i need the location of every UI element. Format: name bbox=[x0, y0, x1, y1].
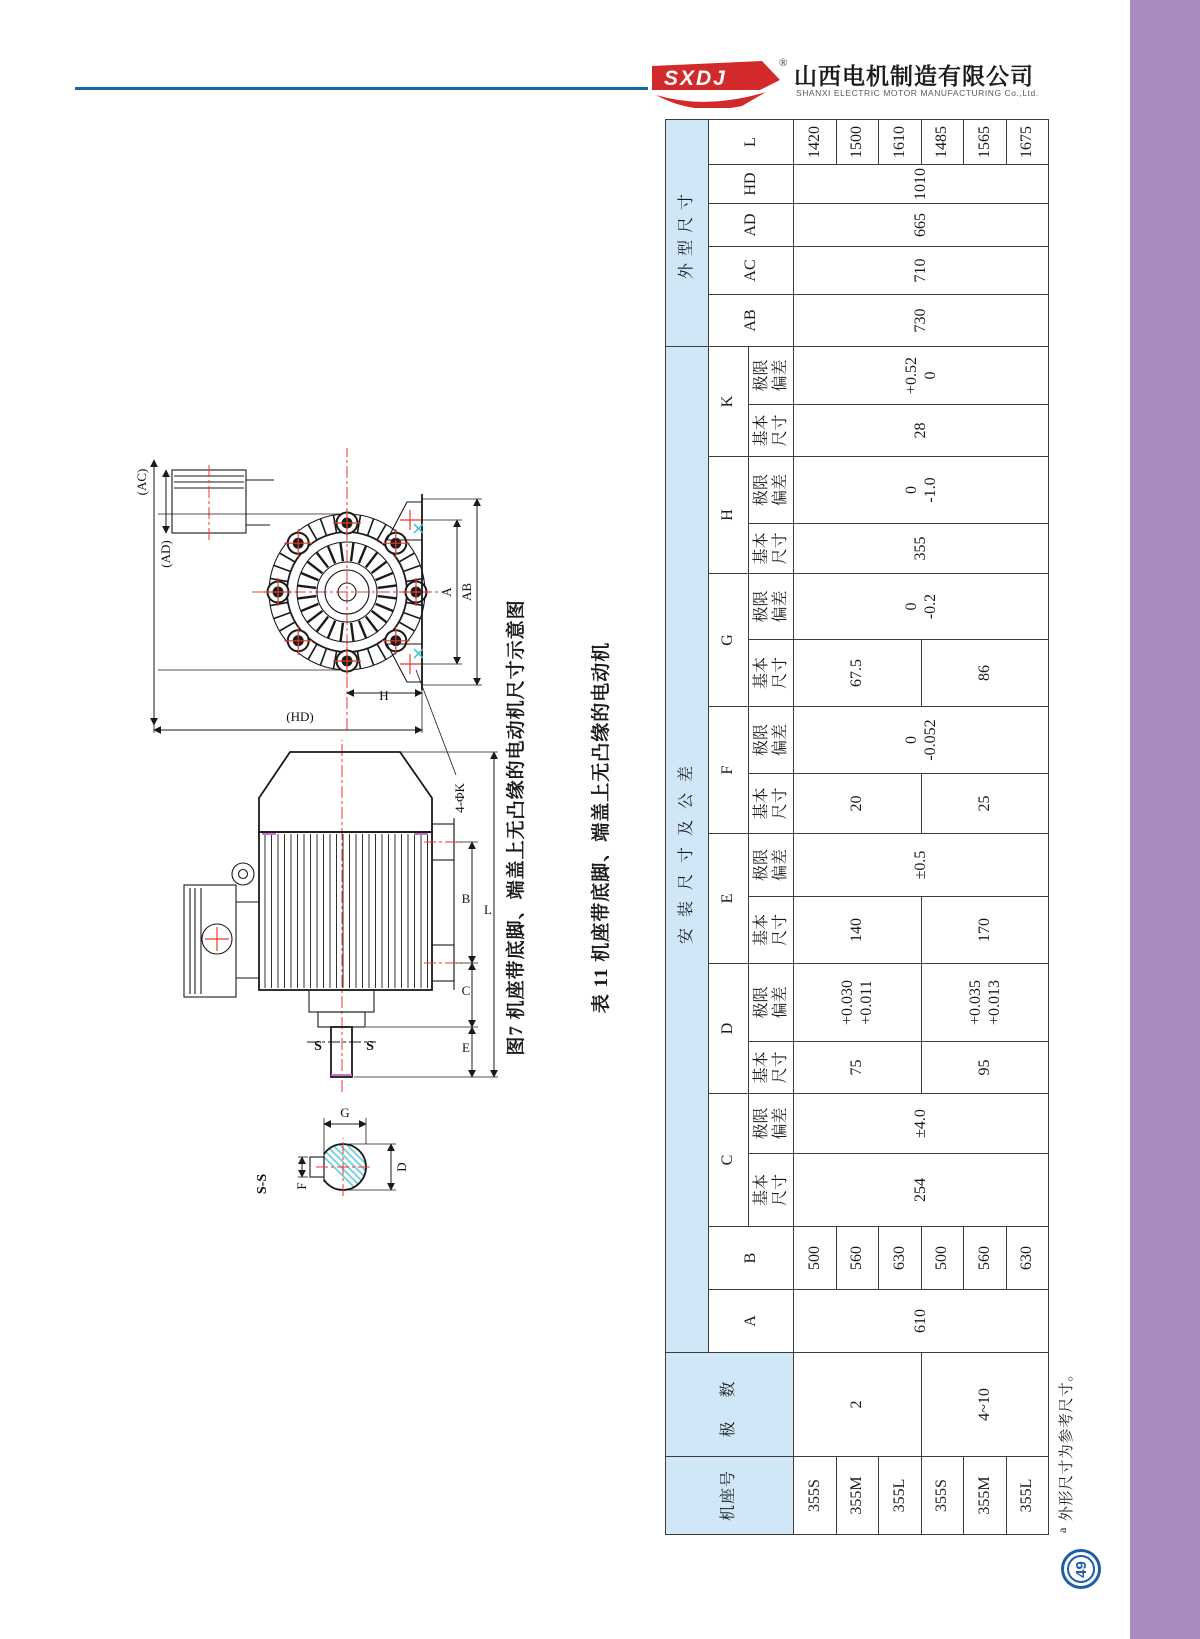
E-basic-value: 170 bbox=[921, 897, 1049, 964]
HD-value: 1010 bbox=[794, 164, 1049, 203]
B-value: 560 bbox=[964, 1227, 1007, 1290]
header-E: E bbox=[709, 834, 749, 964]
header-frame: 机座号 bbox=[666, 1457, 794, 1535]
page-number-badge bbox=[1061, 1549, 1101, 1589]
company-name-cn: 山西电机制造有限公司 bbox=[794, 63, 1034, 89]
dim-F-label: F bbox=[294, 1182, 309, 1190]
dim-L-label: L bbox=[484, 902, 492, 917]
sub-G-dev: 极限 偏差 bbox=[749, 574, 794, 640]
frame-cell: 355L bbox=[1006, 1457, 1049, 1535]
G-basic-value: 86 bbox=[921, 640, 1049, 707]
G-basic-value: 67.5 bbox=[794, 640, 922, 707]
header-AC: AC bbox=[709, 246, 794, 294]
B-value: 560 bbox=[836, 1227, 879, 1290]
K-basic-value: 28 bbox=[794, 405, 1049, 457]
motor-front-view bbox=[134, 448, 482, 813]
B-value: 630 bbox=[879, 1227, 922, 1290]
header-mount-group: 安装尺寸及公差 bbox=[666, 346, 709, 1352]
frame-cell: 355S bbox=[794, 1457, 837, 1535]
dim-C-label: C bbox=[461, 983, 471, 998]
header-rule-left bbox=[75, 87, 650, 90]
K-dev-value: +0.52 0 bbox=[794, 346, 1049, 404]
dim-H-label: H bbox=[379, 688, 389, 703]
page-number: 49 bbox=[1072, 1560, 1090, 1578]
dim-HD-label: (HD) bbox=[286, 709, 314, 724]
L-value: 1675 bbox=[1006, 119, 1049, 164]
rotated-content bbox=[100, 105, 1110, 1545]
dim-AB-label: AB bbox=[459, 582, 474, 602]
F-dev-value: 0 -0.052 bbox=[794, 707, 1049, 774]
sub-C-dev: 极限 偏差 bbox=[749, 1094, 794, 1154]
company-logo-block bbox=[648, 50, 1118, 108]
poles-cell: 2 bbox=[794, 1353, 922, 1457]
svg-text:®: ® bbox=[779, 57, 788, 69]
table-footnote: $^a$外形尺寸为参考尺寸。 bbox=[1055, 1366, 1075, 1533]
dim-G-label: G bbox=[340, 1105, 350, 1120]
AB-value: 730 bbox=[794, 294, 1049, 346]
AD-value: 665 bbox=[794, 203, 1049, 246]
sub-E-basic: 基本 尺寸 bbox=[749, 897, 794, 964]
header-AB: AB bbox=[709, 294, 794, 346]
header-A: A bbox=[709, 1290, 794, 1353]
header-L: L bbox=[709, 119, 794, 164]
header-C: C bbox=[709, 1094, 749, 1227]
company-name-en: SHANXI ELECTRIC MOTOR MANUFACTURING Co.,Ltd. bbox=[796, 88, 1039, 98]
cut-S1-label: S bbox=[314, 1039, 322, 1054]
sub-D-basic: 基本 尺寸 bbox=[749, 1042, 794, 1094]
dim-E-label: E bbox=[462, 1040, 470, 1055]
dim-A-label: A bbox=[439, 587, 454, 597]
sxdj-logo-icon bbox=[648, 54, 788, 108]
header-D: D bbox=[709, 964, 749, 1094]
header-B: B bbox=[709, 1227, 794, 1290]
header-G: G bbox=[709, 574, 749, 707]
D-dev-value: +0.035 +0.013 bbox=[921, 964, 1049, 1042]
D-basic-value: 75 bbox=[794, 1042, 922, 1094]
header-overall-group: 外型尺寸 bbox=[666, 119, 709, 346]
H-basic-value: 355 bbox=[794, 524, 1049, 574]
D-dev-value: +0.030 +0.011 bbox=[794, 964, 922, 1042]
footnote-marker: a bbox=[1055, 1527, 1069, 1533]
figure-caption: 图7 机座带底脚、端盖上无凸缘的电动机尺寸示意图 bbox=[506, 599, 527, 1056]
L-value: 1565 bbox=[964, 119, 1007, 164]
section-title-label: S-S bbox=[255, 1173, 270, 1195]
AC-value: 710 bbox=[794, 246, 1049, 294]
header-AD: AD bbox=[709, 203, 794, 246]
L-value: 1500 bbox=[836, 119, 879, 164]
dimensions-table bbox=[665, 119, 1049, 1535]
svg-text:SXDJ: SXDJ bbox=[664, 67, 727, 90]
header-HD: HD bbox=[709, 164, 794, 203]
header-F: F bbox=[709, 707, 749, 834]
D-basic-value: 95 bbox=[921, 1042, 1049, 1094]
sub-K-basic: 基本 尺寸 bbox=[749, 405, 794, 457]
motor-side-view bbox=[184, 740, 498, 1092]
header-H: H bbox=[709, 457, 749, 574]
cut-S2-label: S bbox=[366, 1039, 374, 1054]
dim-AC-label: (AC) bbox=[134, 468, 149, 496]
frame-cell: 355M bbox=[964, 1457, 1007, 1535]
purple-side-bar bbox=[1130, 0, 1200, 1639]
C-basic-value: 254 bbox=[794, 1154, 1049, 1227]
E-basic-value: 140 bbox=[794, 897, 922, 964]
dim-B-label: B bbox=[461, 891, 471, 906]
dim-AD-label: (AD) bbox=[158, 540, 173, 568]
L-value: 1610 bbox=[879, 119, 922, 164]
A-value: 610 bbox=[794, 1290, 1049, 1353]
G-dev-value: 0 -0.2 bbox=[794, 574, 1049, 640]
F-basic-value: 20 bbox=[794, 774, 922, 834]
frame-cell: 355L bbox=[879, 1457, 922, 1535]
E-dev-value: ±0.5 bbox=[794, 834, 1049, 897]
H-dev-value: 0 -1.0 bbox=[794, 457, 1049, 524]
sub-K-dev: 极限 偏差 bbox=[749, 346, 794, 404]
F-basic-value: 25 bbox=[921, 774, 1049, 834]
dim-D-label: D bbox=[394, 1162, 409, 1172]
C-dev-value: ±4.0 bbox=[794, 1094, 1049, 1154]
B-value: 500 bbox=[921, 1227, 964, 1290]
sub-D-dev: 极限 偏差 bbox=[749, 964, 794, 1042]
side-view-fins bbox=[265, 834, 428, 988]
poles-cell: 4~10 bbox=[921, 1353, 1049, 1457]
shaft-section-view bbox=[255, 1068, 409, 1212]
sub-H-basic: 基本 尺寸 bbox=[749, 524, 794, 574]
header-poles: 极 数 bbox=[666, 1353, 794, 1457]
sub-G-basic: 基本 尺寸 bbox=[749, 640, 794, 707]
section-hatch bbox=[319, 1068, 379, 1212]
dim-4phiK-label: 4-ΦK bbox=[452, 783, 467, 813]
sub-H-dev: 极限 偏差 bbox=[749, 457, 794, 524]
frame-cell: 355S bbox=[921, 1457, 964, 1535]
sub-F-dev: 极限 偏差 bbox=[749, 707, 794, 774]
L-value: 1420 bbox=[794, 119, 837, 164]
sub-F-basic: 基本 尺寸 bbox=[749, 774, 794, 834]
B-value: 500 bbox=[794, 1227, 837, 1290]
sub-E-dev: 极限 偏差 bbox=[749, 834, 794, 897]
frame-cell: 355M bbox=[836, 1457, 879, 1535]
header-K: K bbox=[709, 346, 749, 456]
motor-dimension-drawing bbox=[104, 400, 504, 1230]
L-value: 1485 bbox=[921, 119, 964, 164]
sub-C-basic: 基本 尺寸 bbox=[749, 1154, 794, 1227]
B-value: 630 bbox=[1006, 1227, 1049, 1290]
table-title: 表 11 机座带底脚、端盖上无凸缘的电动机 bbox=[591, 641, 612, 1014]
